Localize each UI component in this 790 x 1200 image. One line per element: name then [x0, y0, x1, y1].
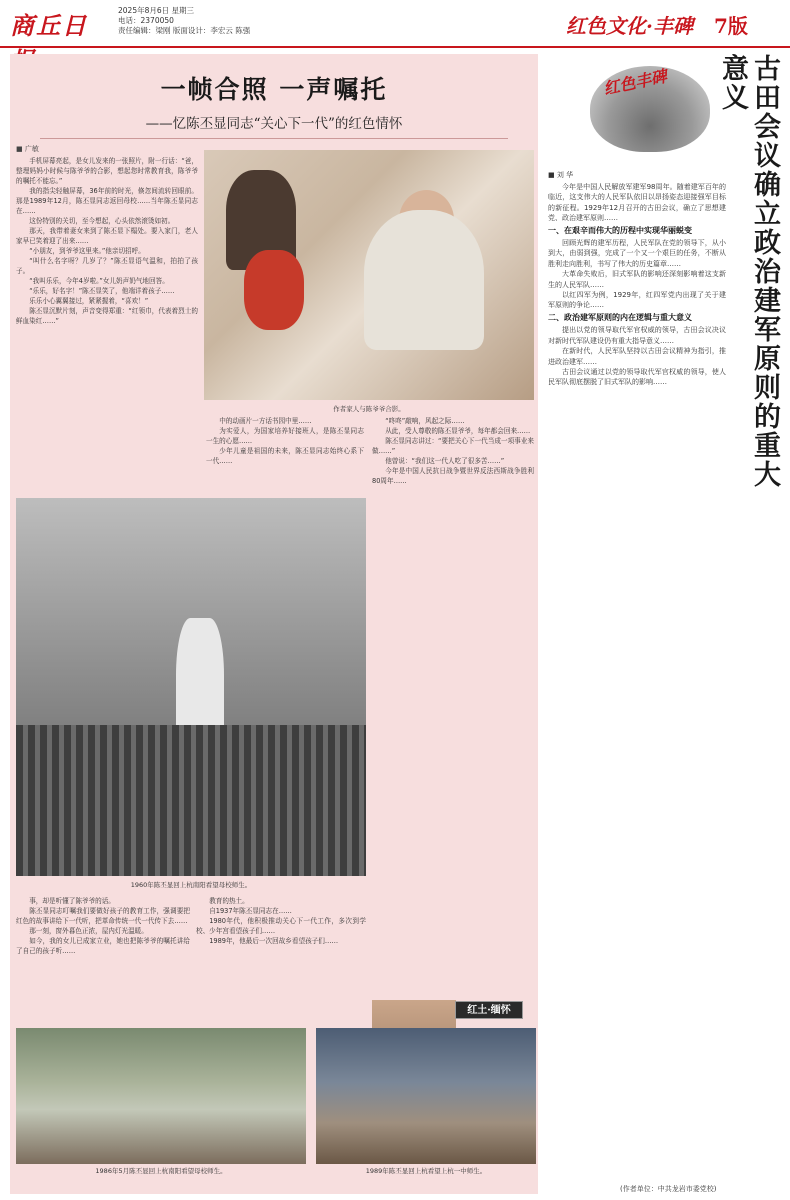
photo-caption: 1989年陈丕显回上杭看望上杭一中师生。	[365, 1167, 487, 1175]
paragraph: “乐乐，好名字！”陈丕显笑了，他端详着孩子……	[29, 287, 175, 295]
photo-figure	[244, 250, 304, 330]
family-photo	[204, 150, 534, 400]
newspaper-logo: 商丘日	[10, 11, 88, 40]
paragraph: 陈丕显同志叮嘱我们要做好孩子的教育工作，强调要把红色的故事讲给下一代听，把革命传统一代一代传下去……	[16, 907, 190, 925]
paragraph: 乐乐小心翼翼接过，紧紧握着，“喜欢！”	[29, 297, 149, 305]
article-headline: 一帧合照 一声嘱托	[160, 75, 388, 104]
paragraph: 这份特别的关切，至今想起，心头依然滚烫如初。	[29, 217, 175, 225]
paragraph: 古田会议通过以党的领导取代军官权威的领导，使人民军队彻底摆脱了旧式军队的影响……	[548, 367, 726, 387]
paragraph: 1980年代，他积极推动关心下一代工作，多次到学校、少年宫看望孩子们……	[196, 917, 366, 935]
text-column-2b	[196, 896, 366, 1012]
text-column-3	[372, 416, 534, 996]
article-subhead: ——忆陈丕显同志“关心下一代”的红色情怀	[145, 116, 403, 132]
photo-caption: 1960年陈丕显回上杭南阳看望母校师生。	[130, 881, 252, 889]
paragraph: 回顾光辉的建军历程，人民军队在党的领导下，从小到大，由弱到强，完成了一个又一个艰巨的任务，不断从胜利走向胜利，书写了伟大的历史篇章……	[548, 239, 726, 268]
paragraph: 大革命失败后，旧式军队的影响还深刻影响着这支新生的人民军队……	[548, 270, 726, 289]
paragraph: 如今，我的女儿已成家立业，她也把陈爷爷的嘱托讲给了自己的孩子听……	[16, 937, 190, 955]
issue-editors: 责任编辑：梁刚 版面设计：李宏云 陈强	[118, 26, 251, 35]
paragraph: 今年是中国人民解放军建军98周年。随着建军百年的临近，这支伟大的人民军队依旧以昂扬姿态迎接强军目标的新征程。1929年12月召开的古田会议，确立了思想建党、政治建军原则……	[548, 183, 726, 223]
paragraph: “叫什么名字呀？几岁了？”陈丕显语气温和，拍拍了孩子。	[16, 257, 198, 275]
paragraph: 手机屏幕亮起，是女儿发来的一张照片，附一行话：“爸，整理妈妈小时候与陈爷爷的合影，想起您时常教育我，陈爷爷的嘱托不能忘。”	[16, 157, 198, 185]
paragraph: 陈丕显同志讲过：“要把关心下一代当成一项事业来做……”	[372, 437, 534, 455]
paragraph: “小朋友，到爷爷这里来。”他亲切招呼。	[29, 247, 145, 255]
school-visit-photo-1989	[316, 1028, 536, 1164]
column-stamp: 红土·缅怀	[455, 1001, 523, 1019]
left-article	[10, 54, 538, 1194]
paragraph: 少年儿童是祖国的未来，陈丕显同志始终心系下一代……	[206, 447, 364, 465]
author-affiliation: (作者单位：中共龙岩市委党校)	[620, 1185, 717, 1193]
paragraph: 那一刻，窗外暮色正浓，屋内灯光温暖。	[29, 927, 148, 935]
paragraph: 教育的热土。	[209, 897, 249, 905]
paragraph: 1989年，他最后一次回故乡看望孩子们……	[209, 937, 339, 945]
paragraph: 他曾说：“我们这一代人吃了很多苦……”	[385, 457, 505, 465]
photo-crowd	[16, 725, 366, 876]
school-visit-photo-1986	[16, 1028, 306, 1164]
section-heading: 一、在艰辛而伟大的历程中实现华丽蜕变	[548, 225, 692, 235]
emblem-label: 红色丰碑	[601, 66, 669, 99]
issue-meta	[118, 6, 250, 36]
subhead-divider	[40, 138, 508, 139]
section-heading: 二、政治建军原则的内在逻辑与重大意义	[548, 312, 692, 322]
issue-date: 2025年8月6日 星期三	[118, 6, 195, 15]
text-column-1b	[16, 896, 190, 1012]
paragraph: 我的指尖轻触屏幕，36年前的时光，倏忽间流转回眼前。那是1989年12月，陈丕显同志返回母校……当年陈丕显同志在……	[16, 187, 198, 215]
masthead	[0, 0, 790, 48]
school-visit-photo-1960	[16, 498, 366, 876]
paragraph: 为实爱人，为国家培养好接班人，是陈丕显同志一生的心愿……	[206, 427, 364, 445]
paragraph: 今年是中国人民抗日战争暨世界反法西斯战争胜利80周年……	[372, 467, 534, 485]
paragraph: 陈丕显沉默片刻，声音变得郑重：“红领巾，代表着烈士的鲜血染红……”	[16, 307, 198, 325]
issue-phone: 电话：2370050	[118, 16, 174, 25]
right-article-title: 古田会议确立政治建军原则的重大意义	[717, 54, 780, 489]
photo-caption: 作者家人与陈爷爷合影。	[333, 405, 405, 413]
text-column-2	[206, 416, 364, 494]
paragraph: 以红四军为例，1929年，红四军党内出现了关于建军原则的争论……	[548, 291, 726, 310]
page-number: 7版	[714, 14, 748, 38]
photo-figure	[364, 210, 484, 350]
paragraph: 自1937年陈丕显同志在……	[209, 907, 292, 915]
paragraph: “咚咚”敲响，风起之际……	[385, 417, 465, 425]
paragraph: 提出以党的领导取代军官权威的领导，古田会议决议对新时代军队建设仍有重大指导意义……	[548, 326, 726, 345]
photo-caption: 1986年5月陈丕显回上杭南阳看望母校师生。	[95, 1167, 227, 1175]
paragraph: 在新时代，人民军队坚持以古田会议精神为指引，推进政治建军……	[548, 347, 726, 366]
section-title: 红色文化·丰碑	[566, 14, 693, 38]
paragraph: 事，却是听懂了陈爷爷的话。	[29, 897, 115, 905]
right-article-author: ■ 刘 华	[548, 171, 574, 179]
paragraph: “我叫乐乐，今年4岁啦。”女儿奶声奶气地回答。	[29, 277, 169, 285]
paragraph: 中的动画片一方话书园中里……	[219, 417, 312, 425]
article-byline: ■ 广敏	[16, 145, 39, 153]
paragraph: 那天，我带着妻女来到了陈丕显下榻处。要入家门，老人家早已笑着迎了出来……	[16, 227, 198, 245]
text-column-1a	[16, 156, 198, 494]
paragraph: 从此，受人尊敬的陈丕显爷爷，每年都会回来……	[385, 427, 531, 435]
right-article-body	[548, 182, 726, 1194]
